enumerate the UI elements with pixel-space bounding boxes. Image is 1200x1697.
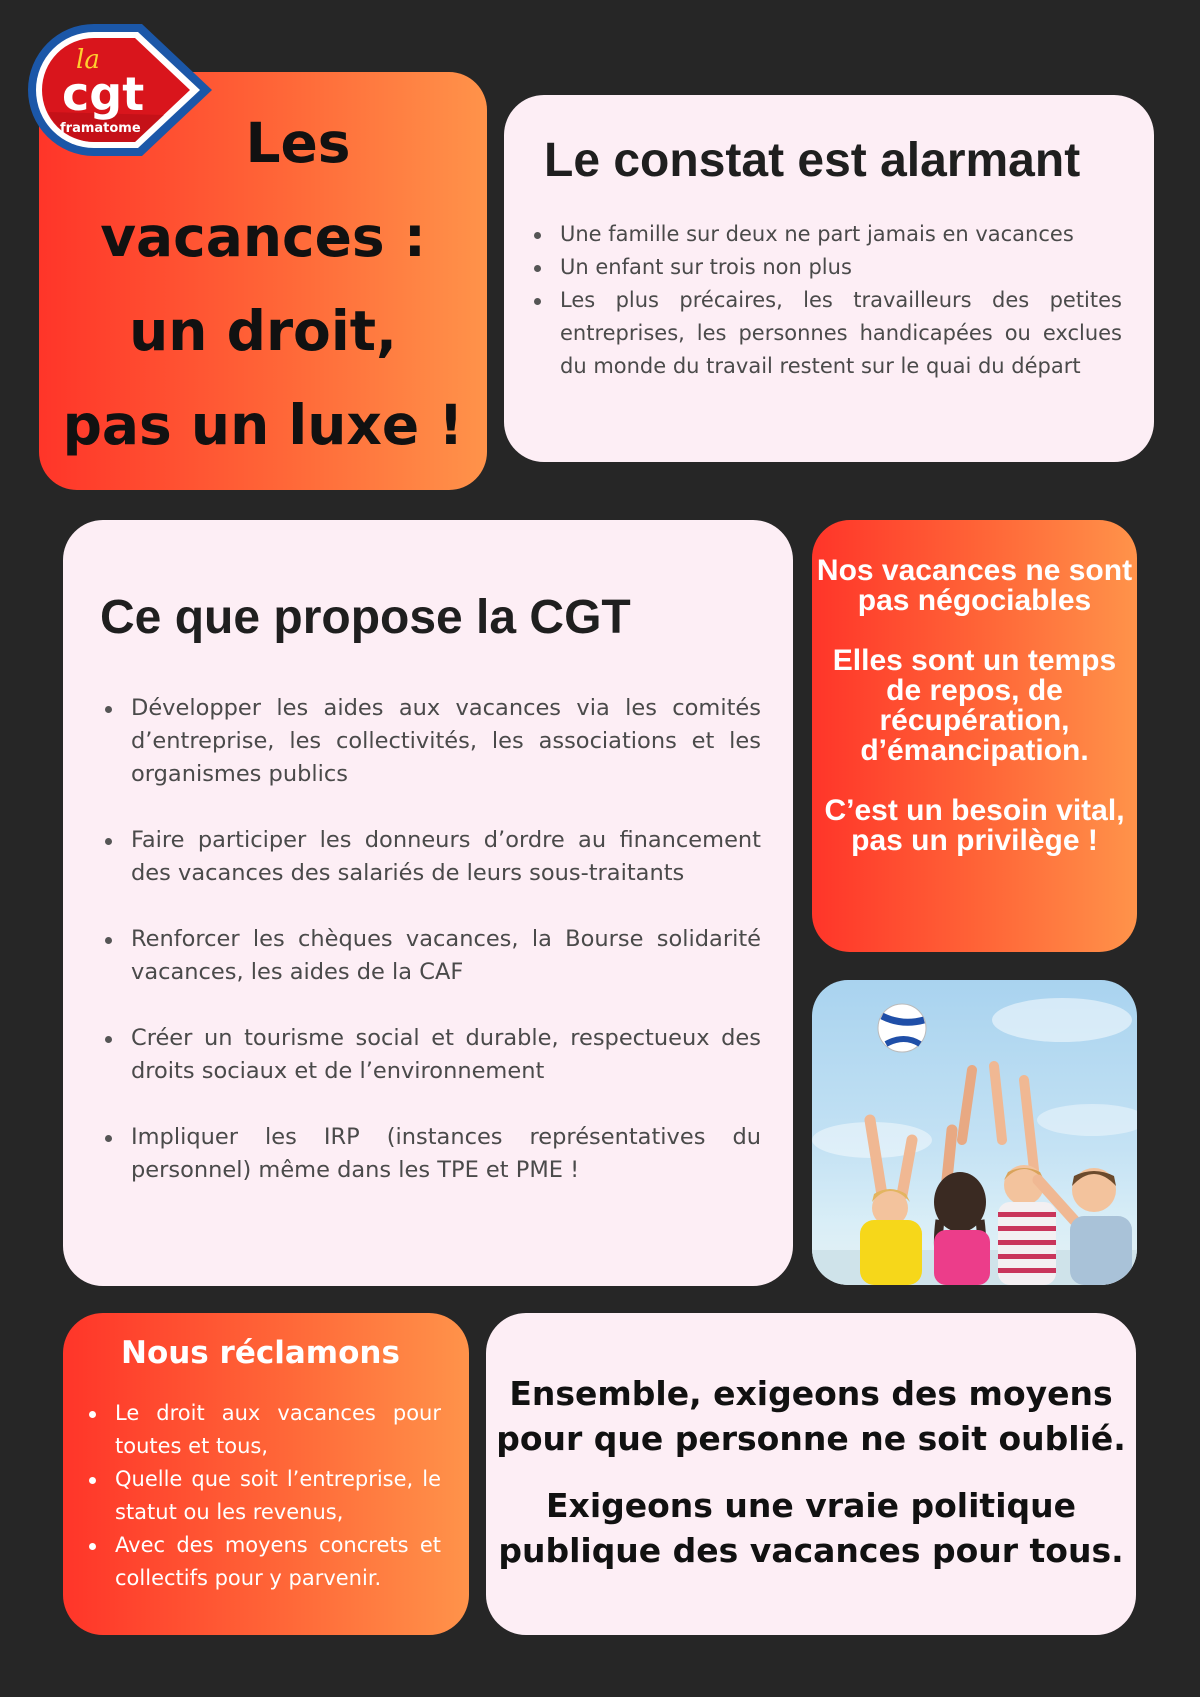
propose-heading: Ce que propose la CGT [100, 591, 631, 644]
list-item: Les plus précaires, les travailleurs des petites entreprises, les personnes handicapées ou exclues du monde du travail restent sur le quai du départ [556, 284, 1122, 383]
list-item: Faire participer les donneurs d’ordre au financement des vacances des salariés de leurs sous-traitants [127, 824, 761, 890]
title-line: vacances : [100, 205, 426, 269]
ensemble-card [486, 1313, 1136, 1635]
cgt-framatome-logo [24, 20, 216, 160]
slogan-card [812, 520, 1137, 952]
list-item: Impliquer les IRP (instances représentatives du personnel) même dans les TPE et PME ! [127, 1121, 761, 1187]
logo-script-text: la [76, 45, 100, 75]
reclamons-heading: Nous réclamons [121, 1335, 400, 1371]
list-item: Le droit aux vacances pour toutes et tous, [111, 1397, 441, 1463]
child-striped-figure [994, 1066, 1056, 1285]
propose-list [127, 692, 761, 1220]
volleyball-icon [878, 1004, 926, 1052]
slogan-paragraph: Nos vacances ne sont pas négociables [816, 554, 1133, 617]
child-pink-figure [934, 1070, 990, 1285]
title-line: pas un luxe ! [62, 393, 464, 457]
slogan-paragraph: Elles sont un temps de repos, de récupération, d’émancipation. [832, 644, 1117, 767]
constat-heading: Le constat est alarmant [544, 134, 1081, 187]
title-line: un droit, [129, 299, 397, 363]
reclamons-card [63, 1313, 469, 1635]
list-item: Renforcer les chèques vacances, la Bourse solidarité vacances, les aides de la CAF [127, 923, 761, 989]
slogan-paragraph: C’est un besoin vital, pas un privilège ! [824, 794, 1125, 857]
title-line: Les [245, 111, 351, 175]
propose-card [63, 520, 793, 1286]
list-item: Une famille sur deux ne part jamais en vacances [556, 218, 1122, 251]
children-playing-volleyball-photo [812, 980, 1137, 1285]
list-item: Développer les aides aux vacances via les comités d’entreprise, les collectivités, les associations et les organismes publics [127, 692, 761, 791]
ensemble-paragraph: Ensemble, exigeons des moyens pour que personne ne soit oublié. [496, 1374, 1126, 1458]
reclamons-list [111, 1397, 441, 1595]
constat-list [556, 218, 1122, 383]
list-item: Quelle que soit l’entreprise, le statut ou les revenus, [111, 1463, 441, 1529]
list-item: Avec des moyens concrets et collectifs pour y parvenir. [111, 1529, 441, 1595]
list-item: Créer un tourisme social et durable, respectueux des droits sociaux et de l’environnement [127, 1022, 761, 1088]
logo-sub-text: framatome [60, 121, 141, 136]
logo-main-text: cgt [62, 67, 145, 121]
ensemble-paragraph: Exigeons une vraie politique publique des vacances pour tous. [498, 1486, 1124, 1570]
list-item: Un enfant sur trois non plus [556, 251, 1122, 284]
constat-card [504, 95, 1154, 462]
